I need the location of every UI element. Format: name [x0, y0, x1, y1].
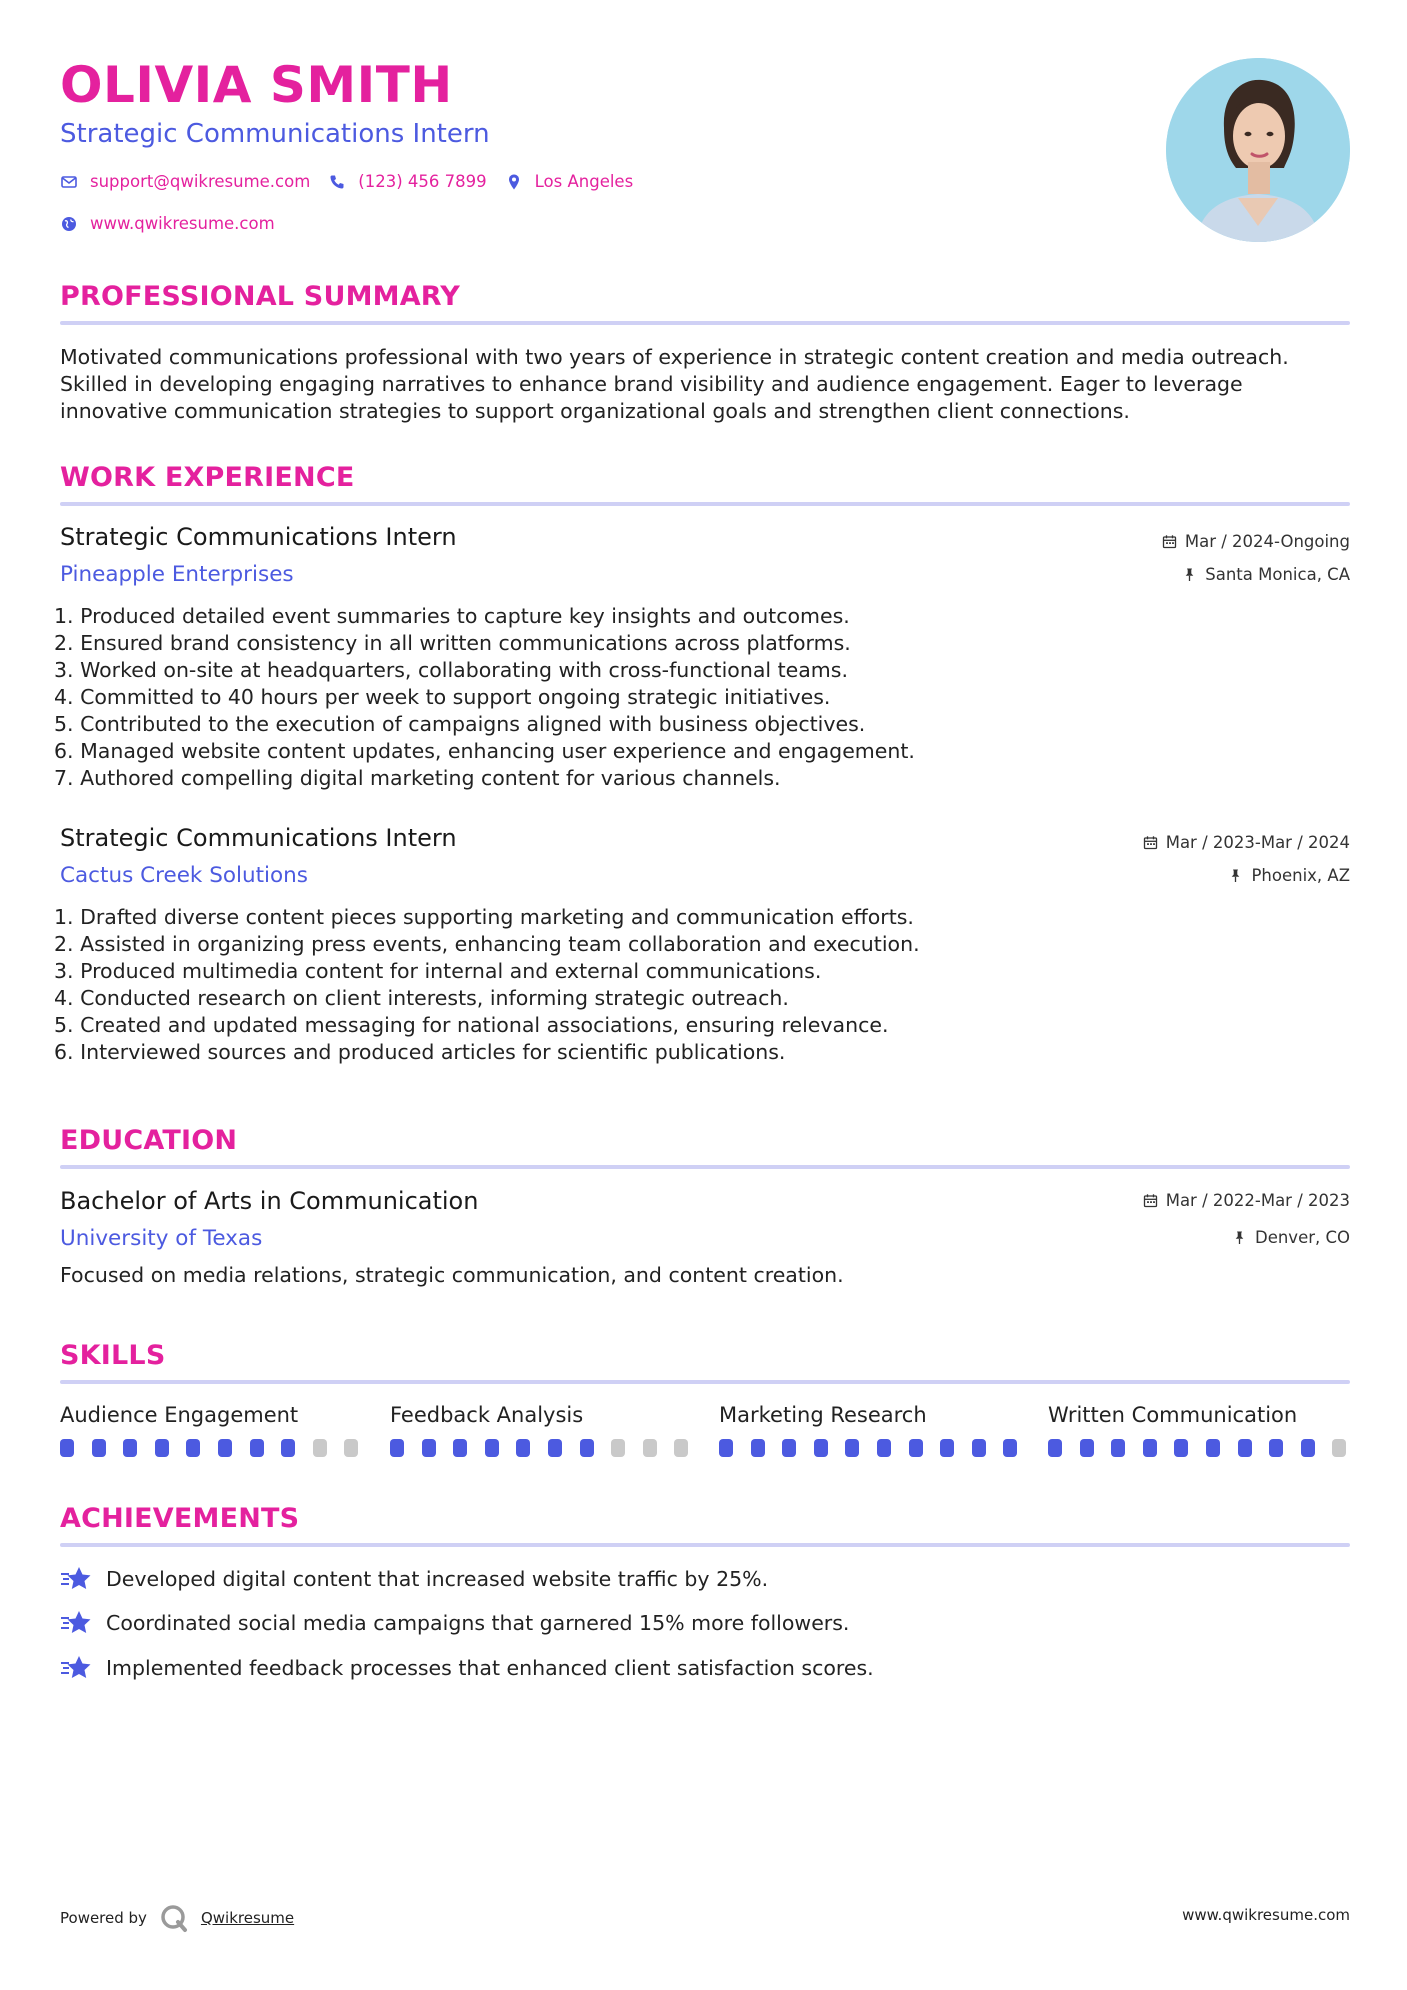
- achievements-heading: ACHIEVEMENTS: [60, 1503, 300, 1534]
- list-item: 2. Ensured brand consistency in all written communications across platforms.: [54, 631, 851, 655]
- skill-dot-filled: [972, 1439, 986, 1457]
- skill-rating: [719, 1439, 1017, 1457]
- skill-dot-filled: [877, 1439, 891, 1457]
- job-bullets: [54, 904, 1154, 1066]
- skill-dot-filled: [1143, 1439, 1157, 1457]
- experience-heading: WORK EXPERIENCE: [60, 462, 355, 493]
- experience-divider: [60, 502, 1350, 506]
- skill-dot-filled: [155, 1439, 169, 1457]
- education-location-text: Denver, CO: [1254, 1228, 1350, 1247]
- skill-name: Written Communication: [1048, 1403, 1298, 1427]
- star-icon: [60, 1654, 92, 1682]
- pin-icon: [1182, 567, 1197, 582]
- candidate-role: Strategic Communications Intern: [60, 119, 490, 149]
- skill-dot-filled: [218, 1439, 232, 1457]
- skills-heading: SKILLS: [60, 1340, 166, 1371]
- job-location: [1228, 866, 1350, 885]
- skill-dot-filled: [751, 1439, 765, 1457]
- skill-dot-filled: [548, 1439, 562, 1457]
- skill-dot-filled: [1080, 1439, 1094, 1457]
- skill-dot-filled: [422, 1439, 436, 1457]
- achievement-item: [60, 1609, 849, 1637]
- skill-dot-filled: [814, 1439, 828, 1457]
- qwikresume-link[interactable]: Qwikresume: [200, 1909, 295, 1927]
- pin-icon: [1228, 868, 1243, 883]
- achievement-text: Implemented feedback processes that enhanced client satisfaction scores.: [106, 1656, 874, 1680]
- job-bullets: [54, 603, 1154, 792]
- skill-item: [719, 1403, 1019, 1431]
- skill-dot-empty: [344, 1439, 358, 1457]
- summary-heading: PROFESSIONAL SUMMARY: [60, 281, 461, 312]
- skill-dot-empty: [674, 1439, 688, 1457]
- education-description: Focused on media relations, strategic communication, and content creation.: [60, 1263, 844, 1287]
- skill-dot-filled: [580, 1439, 594, 1457]
- skill-dot-filled: [940, 1439, 954, 1457]
- profile-photo: [1166, 58, 1350, 242]
- skill-dot-filled: [1206, 1439, 1220, 1457]
- degree-title: Bachelor of Arts in Communication: [60, 1187, 479, 1215]
- skill-dot-filled: [782, 1439, 796, 1457]
- summary-line: innovative communication strategies to support organizational goals and strengthen client connections.: [60, 399, 1130, 423]
- skill-rating: [390, 1439, 688, 1457]
- list-item: 3. Produced multimedia content for internal and external communications.: [54, 959, 822, 983]
- list-item: 4. Committed to 40 hours per week to support ongoing strategic initiatives.: [54, 685, 831, 709]
- skill-dot-filled: [1111, 1439, 1125, 1457]
- footer-powered-by: [60, 1903, 294, 1933]
- list-item: 2. Assisted in organizing press events, enhancing team collaboration and execution.: [54, 932, 920, 956]
- skill-dot-empty: [313, 1439, 327, 1457]
- skill-dot-filled: [1269, 1439, 1283, 1457]
- skill-dot-filled: [485, 1439, 499, 1457]
- job-location-text: Phoenix, AZ: [1251, 866, 1350, 885]
- achievement-item: [60, 1565, 768, 1593]
- skills-divider: [60, 1380, 1350, 1384]
- education-heading: EDUCATION: [60, 1125, 238, 1156]
- contact-row: [60, 172, 633, 191]
- job-title: Strategic Communications Intern: [60, 824, 457, 852]
- skill-dot-filled: [60, 1439, 74, 1457]
- achievement-item: [60, 1654, 874, 1682]
- job-dates: [1143, 833, 1350, 852]
- achievements-divider: [60, 1543, 1350, 1547]
- skill-dot-filled: [250, 1439, 264, 1457]
- list-item: 1. Drafted diverse content pieces supporting marketing and communication efforts.: [54, 905, 914, 929]
- job-dates-text: Mar / 2023-Mar / 2024: [1165, 833, 1350, 852]
- summary-line: Motivated communications professional with two years of experience in strategic content creation and media outreach.: [60, 345, 1289, 369]
- skill-dot-filled: [123, 1439, 137, 1457]
- skill-name: Feedback Analysis: [390, 1403, 584, 1427]
- job-company: Pineapple Enterprises: [60, 562, 294, 587]
- skill-dot-filled: [516, 1439, 530, 1457]
- skill-name: Marketing Research: [719, 1403, 927, 1427]
- candidate-name: OLIVIA SMITH: [60, 56, 453, 114]
- skill-dot-empty: [611, 1439, 625, 1457]
- job-title: Strategic Communications Intern: [60, 523, 457, 551]
- skill-dot-filled: [390, 1439, 404, 1457]
- globe-icon: [60, 215, 78, 233]
- education-dates: [1143, 1191, 1350, 1210]
- skill-dot-filled: [1003, 1439, 1017, 1457]
- skill-item: [1048, 1403, 1348, 1431]
- skill-dot-filled: [1301, 1439, 1315, 1457]
- website-link[interactable]: www.qwikresume.com: [90, 214, 275, 233]
- summary-text: [60, 344, 1350, 425]
- phone-icon: [328, 173, 346, 191]
- job-location-text: Santa Monica, CA: [1205, 565, 1350, 584]
- skill-dot-filled: [1174, 1439, 1188, 1457]
- achievement-text: Developed digital content that increased website traffic by 25%.: [106, 1567, 769, 1591]
- summary-divider: [60, 321, 1350, 325]
- job-dates-text: Mar / 2024-Ongoing: [1184, 532, 1350, 551]
- achievement-text: Coordinated social media campaigns that garnered 15% more followers.: [106, 1611, 850, 1635]
- summary-line: Skilled in developing engaging narratives to enhance brand visibility and audience engagement. Eager to leverage: [60, 372, 1243, 396]
- list-item: 5. Created and updated messaging for national associations, ensuring relevance.: [54, 1013, 889, 1037]
- calendar-icon: [1143, 1193, 1158, 1208]
- powered-by-label: Powered by: [60, 1909, 147, 1927]
- school-name: University of Texas: [60, 1226, 263, 1251]
- skill-item: [60, 1403, 360, 1431]
- skill-dot-filled: [1048, 1439, 1062, 1457]
- skill-dot-filled: [281, 1439, 295, 1457]
- skill-name: Audience Engagement: [60, 1403, 299, 1427]
- phone-number[interactable]: (123) 456 7899: [358, 172, 487, 191]
- calendar-icon: [1162, 534, 1177, 549]
- skill-dot-filled: [1238, 1439, 1252, 1457]
- website-row: [60, 214, 275, 233]
- skill-dot-filled: [453, 1439, 467, 1457]
- location-text: Los Angeles: [534, 172, 634, 191]
- skill-dot-filled: [845, 1439, 859, 1457]
- skill-dot-filled: [719, 1439, 733, 1457]
- skill-dot-filled: [186, 1439, 200, 1457]
- list-item: 6. Managed website content updates, enhancing user experience and engagement.: [54, 739, 915, 763]
- education-divider: [60, 1165, 1350, 1169]
- list-item: 4. Conducted research on client interests, informing strategic outreach.: [54, 986, 789, 1010]
- pin-icon: [1232, 1230, 1247, 1245]
- skill-rating: [1048, 1439, 1346, 1457]
- education-dates-text: Mar / 2022-Mar / 2023: [1165, 1191, 1350, 1210]
- skill-dot-empty: [643, 1439, 657, 1457]
- job-location: [1182, 565, 1350, 584]
- education-location: [1232, 1228, 1350, 1247]
- star-icon: [60, 1565, 92, 1593]
- list-item: 3. Worked on-site at headquarters, collaborating with cross-functional teams.: [54, 658, 848, 682]
- skill-dot-filled: [92, 1439, 106, 1457]
- list-item: 7. Authored compelling digital marketing content for various channels.: [54, 766, 781, 790]
- calendar-icon: [1143, 835, 1158, 850]
- job-dates: [1162, 532, 1350, 551]
- job-company: Cactus Creek Solutions: [60, 863, 309, 888]
- email-icon: [60, 173, 78, 191]
- skill-rating: [60, 1439, 358, 1457]
- list-item: 5. Contributed to the execution of campaigns aligned with business objectives.: [54, 712, 866, 736]
- list-item: 1. Produced detailed event summaries to capture key insights and outcomes.: [54, 604, 850, 628]
- skill-dot-filled: [909, 1439, 923, 1457]
- skill-dot-empty: [1332, 1439, 1346, 1457]
- location-pin-icon: [505, 173, 523, 191]
- list-item: 6. Interviewed sources and produced articles for scientific publications.: [54, 1040, 786, 1064]
- footer-website[interactable]: www.qwikresume.com: [1182, 1906, 1350, 1924]
- qwikresume-logo-icon: [159, 1903, 189, 1933]
- skill-item: [390, 1403, 690, 1431]
- star-icon: [60, 1609, 92, 1637]
- email-link[interactable]: support@qwikresume.com: [90, 172, 311, 191]
